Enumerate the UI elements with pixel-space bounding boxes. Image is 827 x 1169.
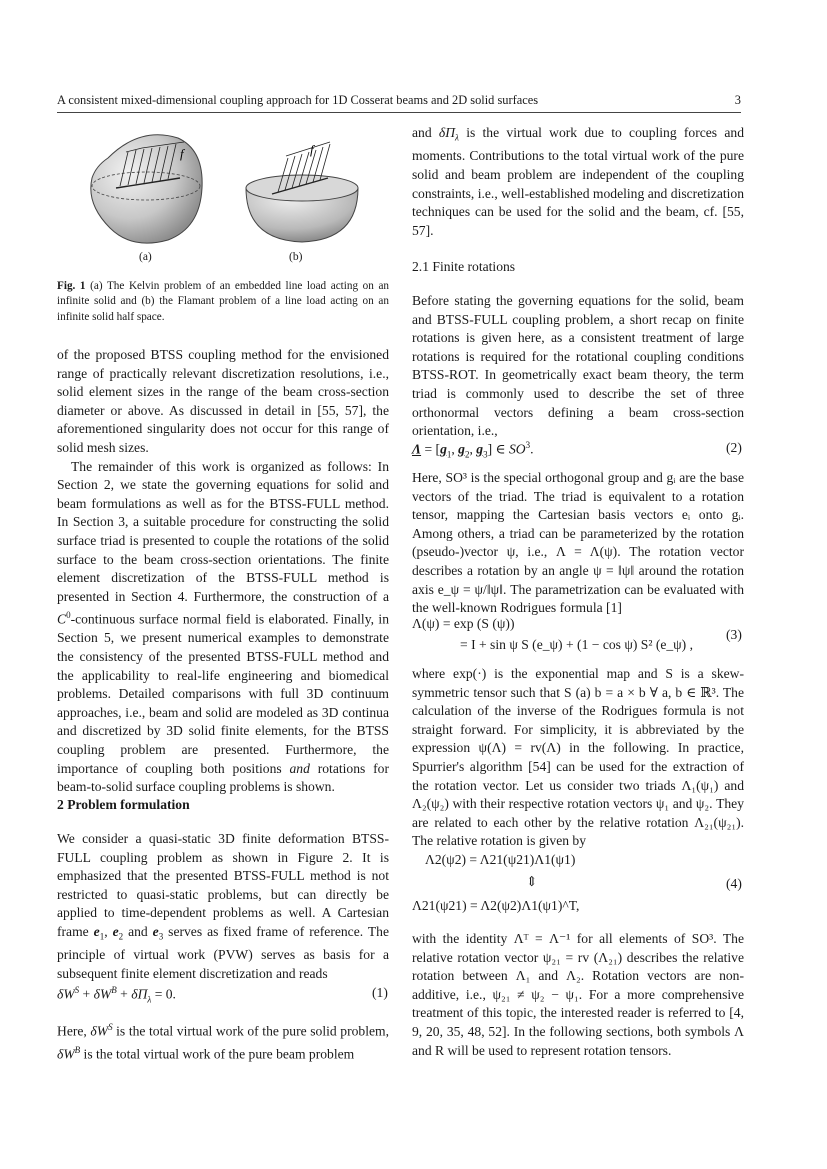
caption-label: Fig. 1 xyxy=(57,280,86,292)
right-paragraph-2: Before stating the governing equations for the solid, beam and BTSS-FULL coupling problem, a short recap on finite rotations is given here, as a consistent treatment of large rotations is required for the rotational coupling conditions BTSS-ROT. In geometrically exact beam theory, the term triad is commonly used to describe the set of three orthonormal vectors defining a beam cross-section orientation, i.e., xyxy=(412,293,744,439)
left-column xyxy=(57,346,389,797)
right-paragraph-3: Here, SO³ is the special orthogonal group and gᵢ are the base vectors of the triad. The triad is equivalent to a rotation tensor, mapping the Cartesian basis vectors eᵢ onto gᵢ. Among others, a triad can be parameterized by the rotation (pseudo-)vector ψ, i.e., Λ = Λ(ψ). The rotation vector describes a rotation by an angle ψ = ‖ψ‖ around the rotation axis e_ψ = ψ/‖ψ‖. The parametrization can be evaluated with the well-known Rodrigues formula [1] xyxy=(412,470,744,616)
running-title: A consistent mixed-dimensional coupling approach for 1D Cosserat beams and 2D solid surfaces xyxy=(57,93,539,107)
kelvin-solid xyxy=(91,135,202,243)
figure-label-b: (b) xyxy=(289,251,303,263)
equation-3-line-2: = I + sin ψ S (e_ψ) + (1 − cos ψ) S² (e_ψ) , xyxy=(460,637,694,652)
equation-4-line-3: Λ21(ψ21) = Λ2(ψ2)Λ1(ψ1)^T, xyxy=(412,898,580,913)
load-symbol-a: f xyxy=(180,146,184,161)
left-paragraph-1: of the proposed BTSS coupling method for the envisioned range of practically relevant discretization resolutions, i.e., solid element sizes in the range of the beam cross-section diameter or above. As discussed in detail in [55, 57], the aforementioned singularity does not occur for this range of solid mesh sizes. xyxy=(57,347,389,455)
equation-3-number: (3) xyxy=(726,627,742,642)
running-header xyxy=(57,93,741,108)
equation-3-line-1: Λ(ψ) = exp (S (ψ)) xyxy=(412,616,515,631)
left-paragraph-2: The remainder of this work is organized as follows: In Section 2, we state the governing equations for solid and beam formulations as well as for the BTSS-FULL method. In Section 3, a suitable procedure for constructing the solid surface triad is presented to couple the rotations of the solid surface to the beam cross-section orientations. The finite element discretization of the BTSS-FULL method is presented in Section 4. Furthermore, the construction of a $C^0$-continuous surface normal field is elaborated. Finally, in Section 5, we present numerical examples to demonstrate the consistency of the presented BTSS-FULL method and the applicability to real-life engineering and biomedical problems. Detailed comparisons with full 3D continuum approaches, i.e., beam and solid are modeled as 3D continua and discretized by 3D solid finite elements, for the BTSS coupling problem are presented. Furthermore, the importance of coupling both positions and rotations for beam-to-solid surface coupling problems is shown. xyxy=(57,458,389,795)
subsection-title: 2.1 Finite rotations xyxy=(412,259,516,274)
figure-caption xyxy=(57,279,389,325)
left-paragraph-4: Here, $\delta W^S$ is the total virtual work of the pure solid problem, $\delta W^B$ is the total virtual work of the pure beam problem xyxy=(57,1022,389,1062)
equation-4-line-2: ⇕ xyxy=(526,874,538,889)
right-paragraph-4: where exp(·) is the exponential map and S is a skew-symmetric tensor such that S (a) b = a × b ∀ a, b ∈ ℝ³. The calculation of the inverse of the Rodrigues formula is not straight forward. For simplicity, it is abbreviated by the expression ψ(Λ) = rv(Λ) in the following. In practice, Spurrier's algorithm [54] can be used for the extraction of the rotation vector. Let us consider two triads Λ₁(ψ₁) and Λ₂(ψ₂) with their respective rotation vectors ψ₁ and ψ₂. They are related to each other by the relative rotation Λ₂₁(ψ₂₁). The relative rotation is given by xyxy=(412,666,744,849)
equation-1: $\delta W^S + \delta W^B + \delta\Pi_\lambda = 0$. xyxy=(57,985,176,1005)
figure-label-a: (a) xyxy=(139,251,152,263)
equation-4-number: (4) xyxy=(726,876,742,891)
page-number: 3 xyxy=(734,93,741,107)
left-paragraph-3: We consider a quasi-static 3D finite deformation BTSS-FULL coupling problem as shown in Figure 2. It is emphasized that the presented BTSS-FULL method is not restricted to quasi-static problems, but can directly be applied to time-dependent problems as well. A Cartesian frame $e_1$, $e_2$ and $e_3$ serves as fixed frame of reference. The principle of virtual work (PVW) serves as basis for a subsequent finite element discretization and reads xyxy=(57,831,389,981)
load-symbol-b: f xyxy=(310,142,314,157)
caption-text: (a) The Kelvin problem of an embedded line load acting on an infinite solid and (b) the Flamant problem of a line load acting on an infinite solid half space. xyxy=(57,280,390,323)
header-rule xyxy=(57,112,741,113)
right-paragraph-5: with the identity Λᵀ = Λ⁻¹ for all elements of SO³. The relative rotation vector ψ₂₁ = rv (Λ₂₁) describes the relative rotation between Λ₁ and Λ₂. Rotation vectors are non-additive, i.e., ψ₂₁ ≠ ψ₂ − ψ₁. For a more comprehensive treatment of this topic, the interested reader is referred to [4, 9, 20, 35, 48, 52]. In the following sections, both symbols Λ and R will be used to represent rotation tensors. xyxy=(412,931,744,1058)
equation-1-number: (1) xyxy=(372,985,388,1000)
figure-1 xyxy=(80,128,380,256)
flamant-half-space xyxy=(246,142,358,242)
equation-4-line-1: Λ2(ψ2) = Λ21(ψ21)Λ1(ψ1) xyxy=(425,852,576,867)
right-paragraph-1: and $\delta\Pi_\lambda$ is the virtual work due to coupling forces and moments. Contributions to the total virtual work of the pure solid and beam problem are independent of the coupling constraints, i.e., well-established modeling and discretization techniques can be used for the solid and the beam, cf. [55, 57]. xyxy=(412,125,744,238)
equation-2-number: (2) xyxy=(726,440,742,455)
section-title: 2 Problem formulation xyxy=(57,797,190,812)
equation-2: $\Lambda = [g_1$, $g_2$, $g_3$] ∈ $SO^3$. xyxy=(412,440,534,460)
